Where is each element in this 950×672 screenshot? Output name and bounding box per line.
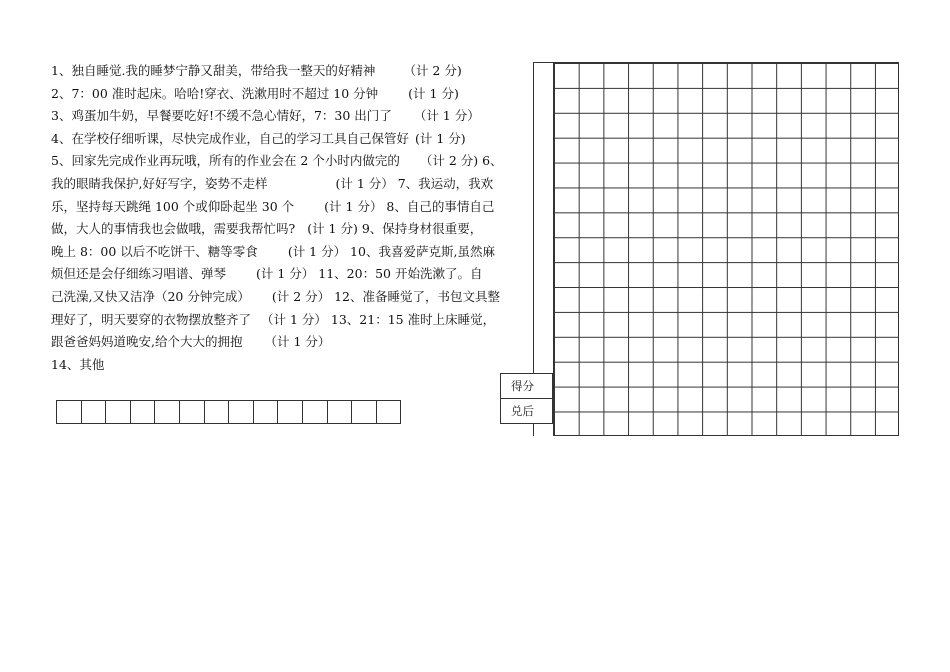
margin-rule-top [533,62,553,63]
checklist-line: 5、回家先完成作业再玩哦，所有的作业会在 2 个小时内做完的 （计 2 分) 6、 [51,153,503,169]
checklist-line: 理好了，明天要穿的衣物摆放整齐了 （计 1 分） 13、21：15 准时上床睡觉， [51,311,496,327]
answer-box[interactable] [180,401,205,424]
checklist-line: 晚上 8：00 以后不吃饼干、糖等零食 (计 1 分） 10、我喜爱萨克斯,虽然麻 [51,243,495,259]
checklist-line: 4、在学校仔细听课，尽快完成作业，自己的学习工具自己保管好 (计 1 分) [51,130,466,146]
checklist-line: 14、其他 [51,356,105,372]
checklist-line: 2、7：00 准时起床。哈哈!穿衣、洗漱用时不超过 10 分钟 (计 1 分) [51,85,459,101]
checklist-line: 己洗澡,又快又洁净（20 分钟完成） (计 2 分） 12、准备睡觉了，书包文具整 [51,288,501,304]
answer-box[interactable] [303,401,328,424]
checklist-line: 3、鸡蛋加牛奶，早餐要吃好!不缓不急心情好，7：30 出门了 （计 1 分） [51,108,480,124]
checklist-line: 做，大人的事情我也会做哦，需要我帮忙吗? (计 1 分) 9、保持身材很重要， [51,221,483,237]
score-label: 得分 [511,379,534,393]
answer-box[interactable] [254,401,279,424]
checklist-text [51,60,523,376]
checklist-line: 乐，坚持每天跳绳 100 个或仰卧起坐 30 个 (计 1 分） 8、自己的事情自己 [51,198,495,214]
answer-box[interactable] [82,401,107,424]
record-grid [553,62,899,436]
answer-box[interactable] [57,401,82,424]
answer-box[interactable] [106,401,131,424]
answer-box[interactable] [205,401,230,424]
answer-box[interactable] [328,401,353,424]
checklist-line: 跟爸爸妈妈道晚安,给个大大的拥抱 （计 1 分） [51,334,331,350]
checklist-line: 烦但还是会仔细练习唱谱、弹琴 (计 1 分） 11、20：50 开始洗漱了。自 [51,266,483,282]
redeem-label: 兑后 [501,398,552,423]
checklist-line: 我的眼睛我保护,好好写字，姿势不走样 (计 1 分） 7、我运动，我欢 [51,175,494,191]
answer-box[interactable] [155,401,180,424]
answer-box[interactable] [377,401,402,424]
checklist-line: 1、独自睡觉.我的睡梦宁静又甜美，带给我一整天的好精神 （计 2 分) [51,63,462,78]
score-box [500,373,553,424]
answer-box[interactable] [229,401,254,424]
answer-box[interactable] [352,401,377,424]
answer-boxes [56,400,401,424]
answer-box[interactable] [131,401,156,424]
answer-box[interactable] [278,401,303,424]
